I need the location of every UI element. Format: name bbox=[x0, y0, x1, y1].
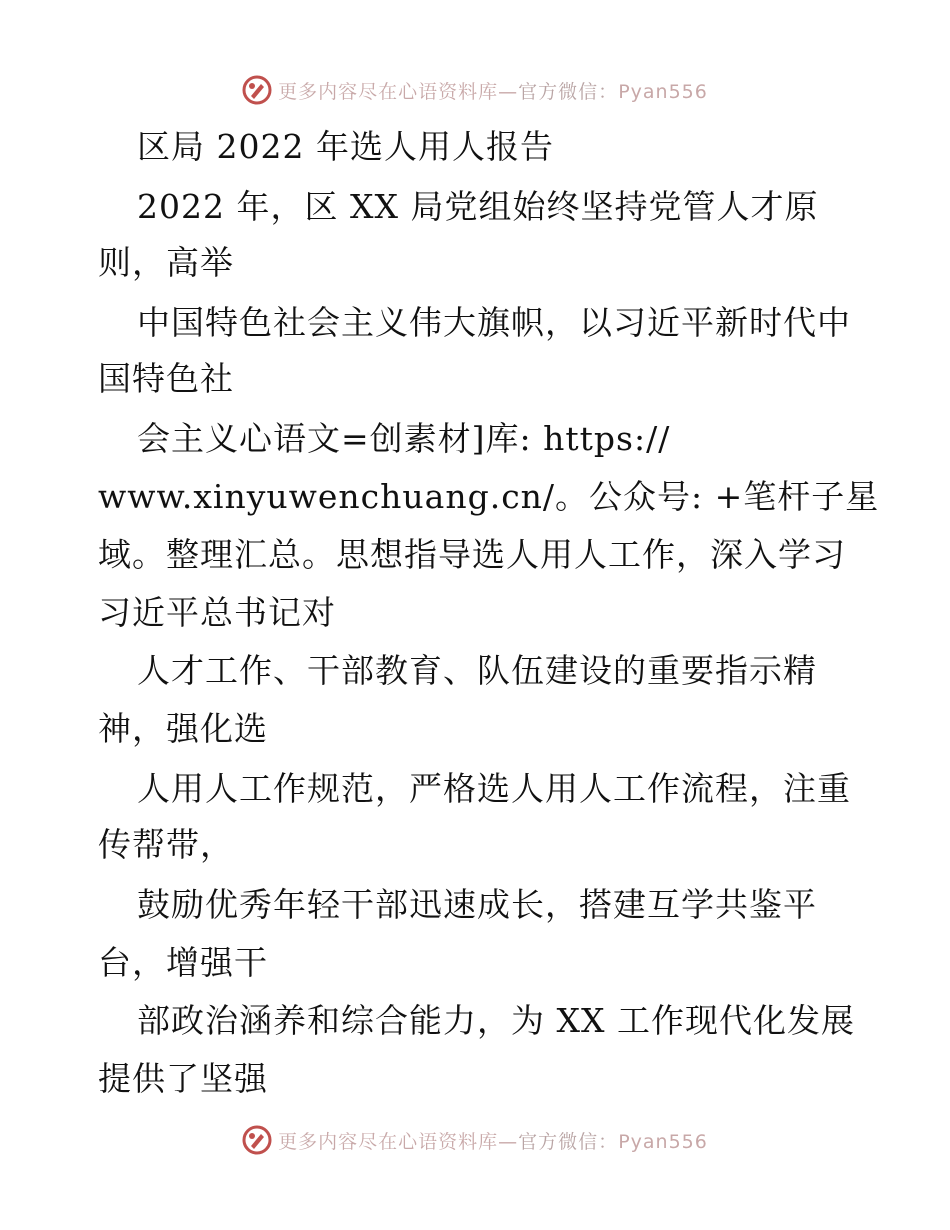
text-line: 神，强化选 bbox=[98, 709, 268, 748]
text-line: 习近平总书记对 bbox=[98, 593, 336, 632]
header-banner bbox=[0, 70, 950, 110]
document-title: 区局 2022 年选人用人报告 bbox=[137, 127, 554, 166]
text-line: 中国特色社会主义伟大旗帜，以习近平新时代中 bbox=[137, 303, 851, 342]
text-line: 部政治涵养和综合能力，为 XX 工作现代化发展 bbox=[137, 1001, 855, 1040]
text-line: 会主义心语文=创素材]库: https:// bbox=[137, 419, 671, 458]
text-line: 鼓励优秀年轻干部迅速成长，搭建互学共鉴平 bbox=[137, 885, 817, 924]
footer-banner-text: 更多内容尽在心语资料库—官方微信：Pyan556 bbox=[278, 1130, 708, 1153]
text-line: 传帮带， bbox=[98, 825, 234, 864]
pen-logo-icon bbox=[242, 1125, 272, 1155]
text-line: www.xinyuwenchuang.cn/。公众号: +笔杆子星 bbox=[98, 477, 880, 516]
pen-logo-icon bbox=[242, 75, 272, 105]
text-line: 台，增强干 bbox=[98, 943, 268, 982]
header-banner-text: 更多内容尽在心语资料库—官方微信：Pyan556 bbox=[278, 80, 708, 103]
text-line: 人才工作、干部教育、队伍建设的重要指示精 bbox=[137, 651, 817, 690]
text-line: 2022 年，区 XX 局党组始终坚持党管人才原 bbox=[137, 187, 819, 226]
footer-banner bbox=[0, 1120, 950, 1160]
text-line: 国特色社 bbox=[98, 359, 234, 398]
text-line: 则，高举 bbox=[98, 243, 234, 282]
text-line: 提供了坚强 bbox=[98, 1059, 268, 1098]
text-line: 域。整理汇总。思想指导选人用人工作，深入学习 bbox=[98, 535, 846, 574]
text-line: 人用人工作规范，严格选人用人工作流程，注重 bbox=[137, 769, 851, 808]
